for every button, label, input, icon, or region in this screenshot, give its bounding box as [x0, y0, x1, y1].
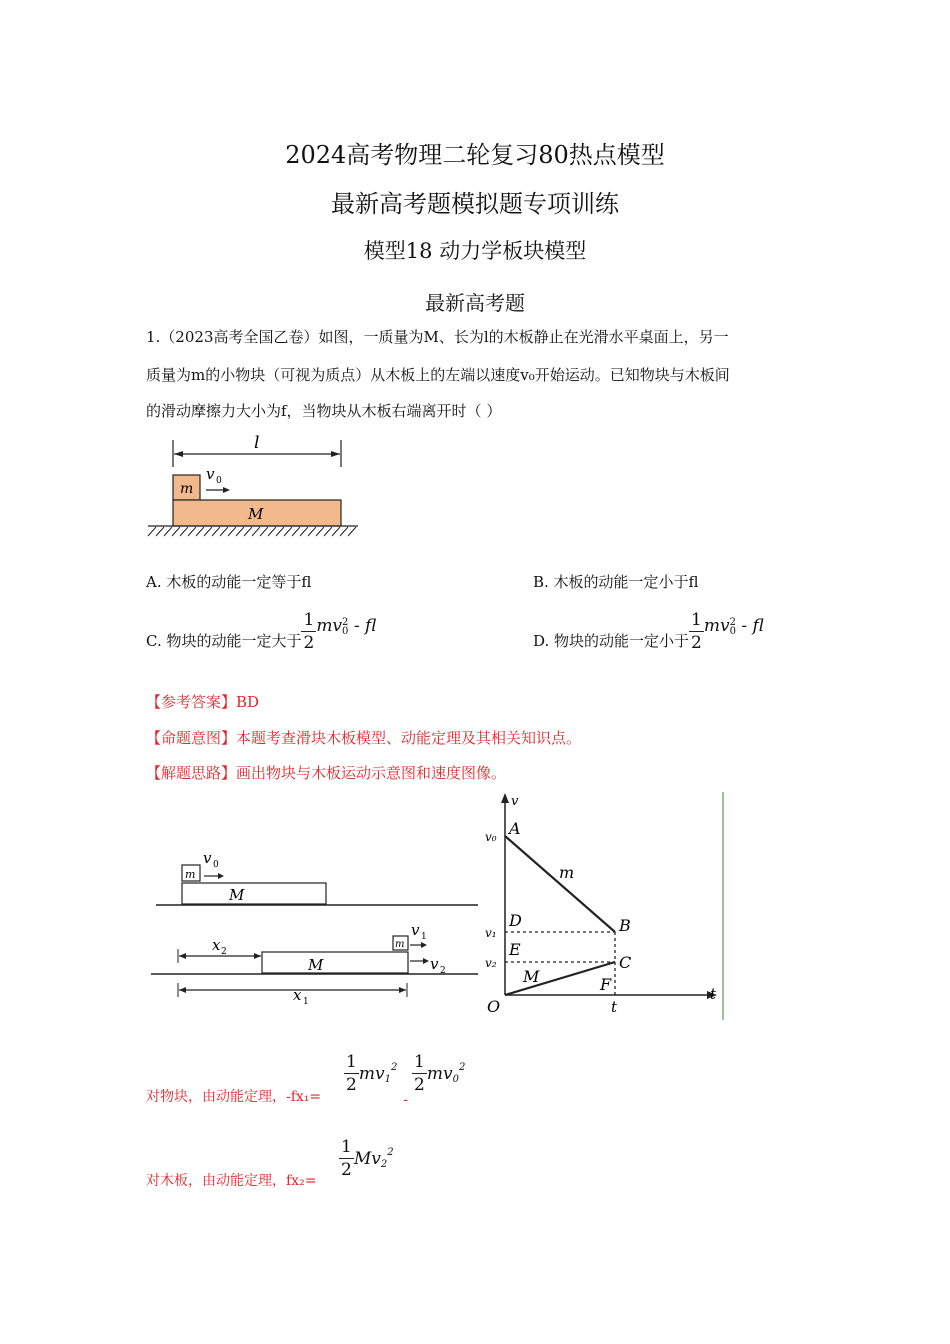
option-d-expression: mv 2 0 - fl [703, 616, 764, 637]
eq1-term-1: $mv_1^2$ [358, 1062, 398, 1085]
equation-1-prefix: 对物块，由动能定理，-fx₁= [146, 1089, 322, 1105]
eq2-fraction: $\frac{1}{2}$ [341, 1137, 352, 1180]
equation-2-prefix: 对木板，由动能定理，fx₂= [146, 1173, 317, 1189]
option-b: B. 木板的动能一定小于fl [533, 573, 699, 591]
board-block-figure [144, 432, 364, 544]
top-block-label: m [185, 868, 196, 881]
x2-label: x [212, 936, 221, 954]
document-title: 2024高考物理二轮复习80热点模型 [285, 141, 665, 169]
v2-label: v [430, 955, 439, 973]
t-axis-label: t [710, 985, 717, 1003]
question-intent: 【命题意图】本题考查滑块木板模型、动能定理及其相关知识点。 [146, 729, 582, 747]
v1-tick: v₁ [485, 926, 497, 940]
reference-answer: 【参考答案】BD [146, 693, 260, 711]
solution-approach: 【解题思路】画出物块与木板运动示意图和速度图像。 [146, 764, 507, 782]
question-line-3: 的滑动摩擦力大小为f，当物块从木板右端离开时（ ） [146, 402, 502, 420]
eq1-term-2: $mv_0^2$ [426, 1062, 466, 1085]
eq1-fraction-2: $\frac{1}{2}$ [414, 1052, 425, 1095]
v2-tick: v₂ [485, 956, 497, 970]
point-c: C [619, 953, 632, 972]
question-line-2: 质量为m的小物块（可视为质点）从木板上的左端以速度v₀开始运动。已知物块与木板间 [146, 366, 730, 384]
point-f: F [600, 975, 612, 994]
top-velocity-sub: 0 [213, 860, 219, 870]
eq1-fraction-1: $\frac{1}{2}$ [346, 1052, 357, 1095]
option-c [146, 604, 376, 654]
option-d-label: D. 物块的动能一定小于 [533, 632, 690, 650]
v0-tick: v₀ [485, 830, 497, 844]
eq2-term: $Mv_2^2$ [353, 1147, 394, 1170]
v-axis-label: v [511, 794, 519, 809]
line-m-label: m [559, 863, 575, 882]
document-subtitle: 最新高考题模拟题专项训练 [331, 190, 619, 218]
velocity-subscript: 0 [216, 476, 222, 486]
frac-den: 2 [303, 633, 315, 653]
top-board-label: M [229, 886, 245, 904]
option-d [533, 604, 764, 654]
length-label: l [254, 433, 260, 453]
option-c-label: C. 物块的动能一定大于 [146, 632, 302, 650]
point-d: D [509, 911, 522, 930]
velocity-time-graph [483, 790, 731, 1022]
equation-2-expression [339, 1136, 394, 1181]
velocity-label: v [206, 465, 215, 483]
bottom-block-label: m [395, 939, 405, 950]
point-a: A [509, 819, 521, 838]
x1-label: x [293, 986, 302, 1004]
option-d-fraction [689, 609, 704, 654]
point-b: B [619, 916, 631, 935]
board-velocity-line [505, 962, 615, 995]
equation-1-expression [344, 1051, 466, 1108]
top-velocity-label: v [203, 849, 212, 867]
frac-den: 2 [691, 633, 702, 653]
bottom-board-label: M [308, 956, 324, 974]
v2-sub: 2 [440, 966, 446, 976]
ground-hatching [148, 527, 356, 536]
motion-diagram [148, 845, 483, 1010]
option-c-expression: mv 2 0 - fl [316, 616, 377, 637]
question-line-1: 1.（2023高考全国乙卷）如图，一质量为M、长为l的木板静止在光滑水平桌面上，另一 [146, 328, 729, 346]
option-c-fraction [301, 609, 316, 654]
eq1-minus: - [403, 1092, 409, 1108]
x2-sub: 2 [221, 947, 227, 957]
v1-sub: 1 [421, 932, 427, 942]
line-M-label: M [523, 967, 540, 986]
v1-label: v [411, 921, 420, 939]
model-title: 模型18 动力学板块模型 [363, 239, 587, 263]
origin-label: O [487, 997, 501, 1016]
board-label: M [248, 505, 264, 523]
x1-sub: 1 [303, 997, 309, 1007]
point-e: E [509, 940, 521, 959]
section-heading: 最新高考题 [425, 291, 525, 315]
frac-num: 1 [303, 610, 315, 630]
t-tick: t [611, 998, 618, 1016]
option-a: A. 木板的动能一定等于fl [146, 573, 312, 591]
frac-num: 1 [691, 610, 702, 630]
small-block-label: m [180, 481, 194, 497]
